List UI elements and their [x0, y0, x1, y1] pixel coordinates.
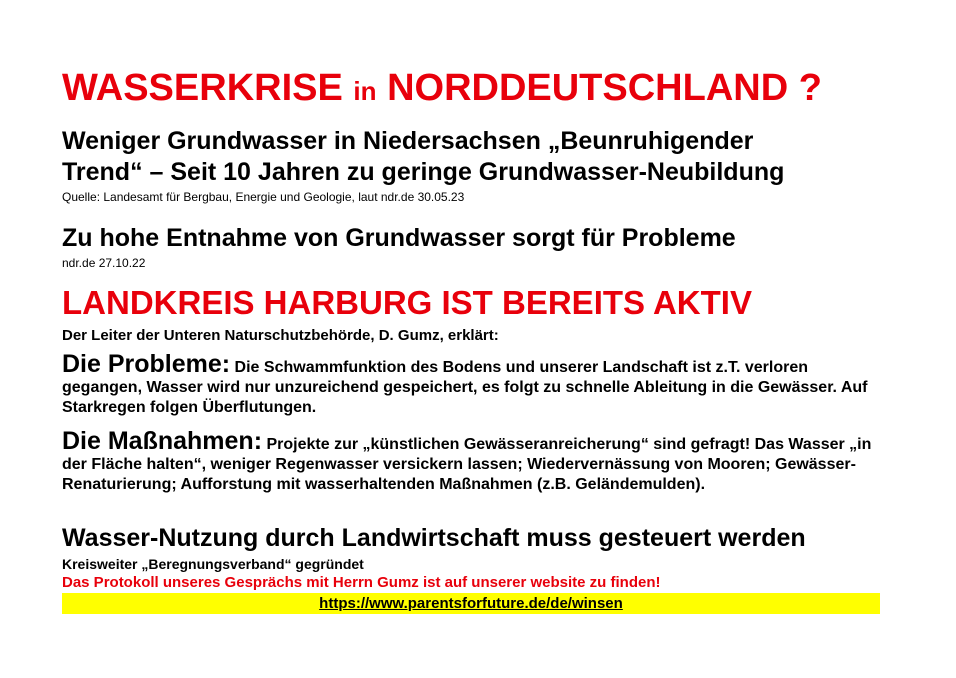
measures-text: Projekte zur „künstlichen Gewässeranreicherung“ sind gefragt! Das Wasser „in der Fläche halten“, weniger Regenwasser versickern lassen; Wiedervernässung von Mooren; Gewässer-Renaturierung; Aufforstung mit wasserhaltenden Maßnahmen (z.B. Geländemulden).: [62, 436, 872, 493]
problems-label: Die Probleme:: [62, 350, 231, 378]
headline-part2: NORDDEUTSCHLAND ?: [387, 67, 822, 109]
irrigation-association-note: Kreisweiter „Beregnungsverband“ gegründet: [62, 556, 364, 572]
headline-connector: in: [353, 76, 377, 106]
overextraction-heading: Zu hohe Entnahme von Grundwasser sorgt für Probleme: [62, 224, 736, 252]
groundwater-heading-line1: Weniger Grundwasser in Niedersachsen „Beunruhigender: [62, 127, 754, 155]
protocol-note: Das Protokoll unseres Gesprächs mit Herrn Gumz ist auf unserer website zu finden!: [62, 574, 661, 591]
main-headline: [62, 66, 822, 113]
groundwater-heading-line2: Trend“ – Seit 10 Jahren zu geringe Grundwasser-Neubildung: [62, 158, 785, 186]
link-highlight-bar: [62, 593, 880, 614]
problems-text: Die Schwammfunktion des Bodens und unserer Landschaft ist z.T. verloren gegangen, Wasser wird nur unzureichend gespeichert, es folgt zu schnelle Ableitung in die Gewässer. Auf Starkregen folgen Überflutungen.: [62, 359, 868, 416]
agriculture-heading: Wasser-Nutzung durch Landwirtschaft muss gesteuert werden: [62, 524, 806, 552]
district-active-heading: LANDKREIS HARBURG IST BEREITS AKTIV: [62, 284, 752, 321]
measures-label: Die Maßnahmen:: [62, 427, 263, 455]
source-note-lbeg: Quelle: Landesamt für Bergbau, Energie und Geologie, laut ndr.de 30.05.23: [62, 190, 465, 204]
problems-paragraph: [62, 350, 892, 418]
headline-part1: WASSERKRISE: [62, 67, 343, 109]
source-note-ndr: ndr.de 27.10.22: [62, 256, 146, 270]
website-link[interactable]: https://www.parentsforfuture.de/de/winsen: [319, 595, 623, 612]
groundwater-decline-heading: [62, 126, 784, 188]
authority-intro: Der Leiter der Unteren Naturschutzbehörde, D. Gumz, erklärt:: [62, 327, 499, 344]
measures-paragraph: [62, 427, 892, 495]
